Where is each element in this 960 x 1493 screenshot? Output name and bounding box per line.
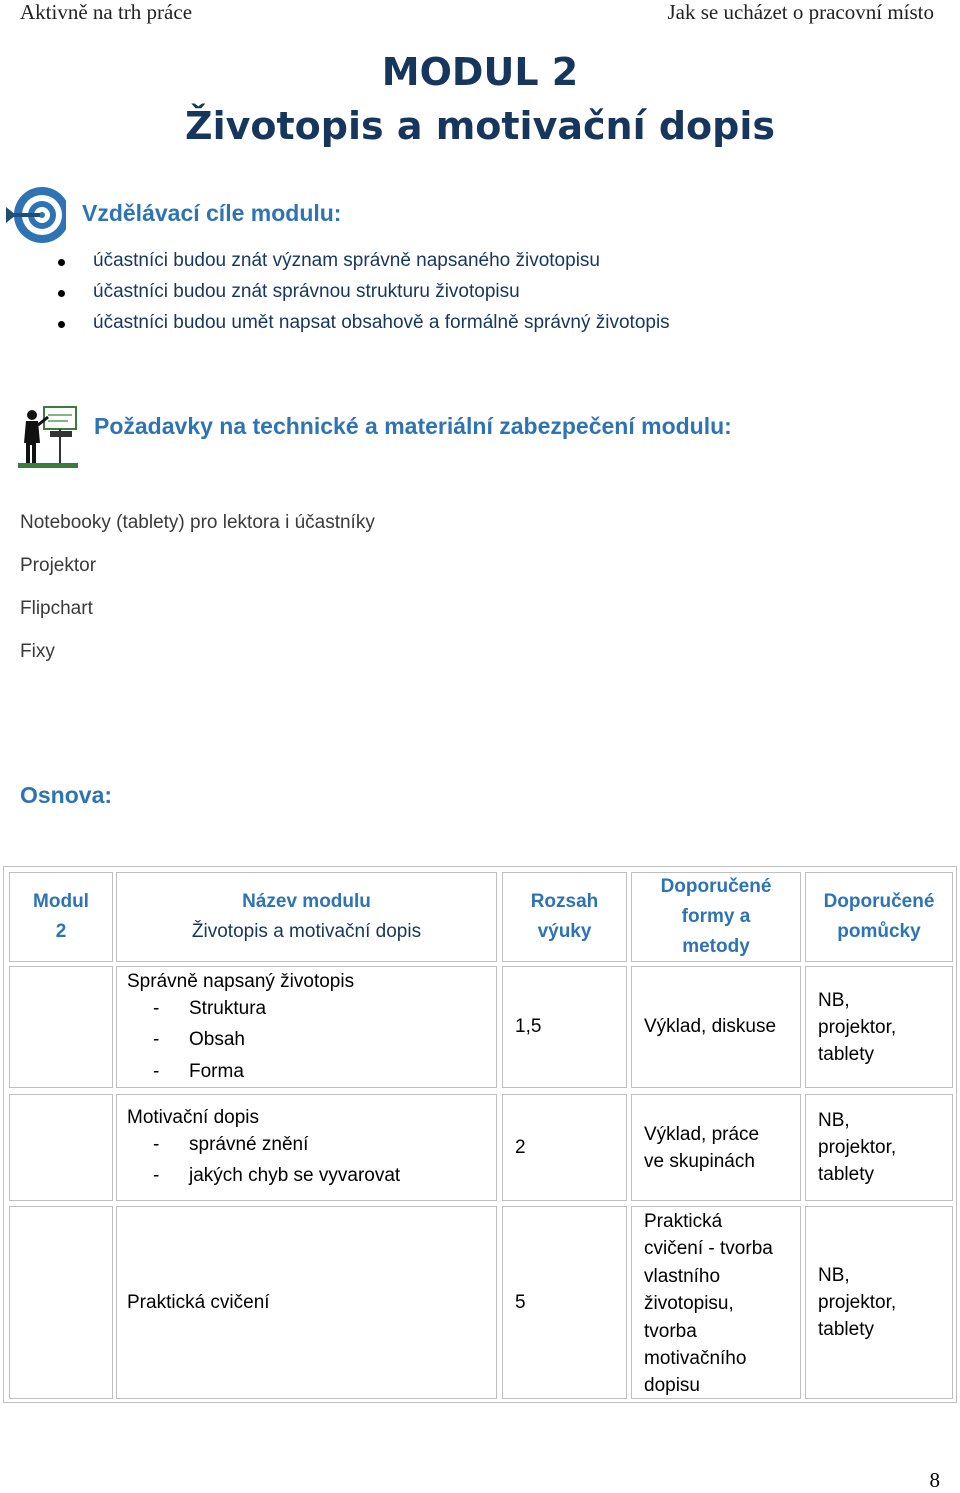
table-cell-topic — [116, 1206, 497, 1399]
requirement-item: Flipchart — [20, 598, 93, 619]
header-modul: Modul 2 — [9, 872, 113, 962]
requirements-heading: Požadavky na technické a materiální zabezpečení modulu: — [94, 413, 732, 439]
target-icon — [4, 183, 66, 247]
subitem: - Forma — [153, 1061, 244, 1082]
table-cell — [9, 966, 113, 1088]
goal-item: účastníci budou znát správnou strukturu životopisu — [0, 281, 670, 312]
requirement-item: Projektor — [20, 555, 97, 576]
goal-item: účastníci budou umět napsat obsahově a formálně správný životopis — [0, 312, 670, 343]
header-left: Aktivně na trh práce — [20, 0, 193, 24]
module-subtitle: Životopis a motivační dopis — [185, 104, 775, 148]
module-title: MODUL 2 — [381, 50, 579, 94]
table-cell-topic — [116, 1094, 497, 1201]
topic-title: Praktická cvičení — [127, 1291, 270, 1313]
topic-title: Správně napsaný životopis — [127, 971, 355, 992]
header-nazev: Název modulu Životopis a motivační dopis — [116, 872, 497, 962]
outline-table — [3, 866, 957, 1403]
subitem: - Struktura — [153, 998, 267, 1019]
table-cell-aids: NB, projektor, tablety — [805, 1094, 953, 1201]
goal-item: účastníci budou znát význam správně napsaného životopisu — [0, 250, 670, 281]
header-pomucky: Doporučené pomůcky — [805, 872, 953, 962]
bullet-icon — [58, 321, 65, 328]
table-cell-topic — [116, 966, 497, 1088]
subitem: - Obsah — [153, 1029, 245, 1050]
table-cell — [9, 1206, 113, 1399]
requirement-item: Fixy — [20, 641, 55, 662]
presenter-icon — [18, 405, 78, 469]
header-right: Jak se ucházet o pracovní místo — [667, 0, 934, 24]
table-cell-aids: NB, projektor, tablety — [805, 966, 953, 1088]
page-number: 8 — [929, 1468, 940, 1492]
bullet-icon — [58, 290, 65, 297]
table-cell-methods: Výklad, práce ve skupinách — [631, 1094, 801, 1201]
table-cell-methods: Praktická cvičení - tvorba vlastního životopisu, tvorba motivačního dopisu — [631, 1206, 801, 1399]
header-rozsah: Rozsah výuky — [502, 872, 627, 962]
table-cell-methods: Výklad, diskuse — [631, 966, 801, 1088]
topic-title: Motivační dopis — [127, 1107, 260, 1128]
subitem: - jakých chyb se vyvarovat — [153, 1165, 401, 1186]
table-cell-hours: 1,5 — [502, 966, 627, 1088]
table-cell — [9, 1094, 113, 1201]
subitem: - správné znění — [153, 1134, 309, 1155]
bullet-icon — [58, 259, 65, 266]
header-formy: Doporučené formy a metody — [631, 872, 801, 962]
goals-list — [0, 250, 670, 343]
table-cell-hours: 2 — [502, 1094, 627, 1201]
outline-heading: Osnova: — [20, 782, 113, 808]
table-cell-aids: NB, projektor, tablety — [805, 1206, 953, 1399]
goals-heading: Vzdělávací cíle modulu: — [82, 200, 342, 226]
requirement-item: Notebooky (tablety) pro lektora i účastníky — [20, 512, 375, 533]
table-cell-hours: 5 — [502, 1206, 627, 1399]
